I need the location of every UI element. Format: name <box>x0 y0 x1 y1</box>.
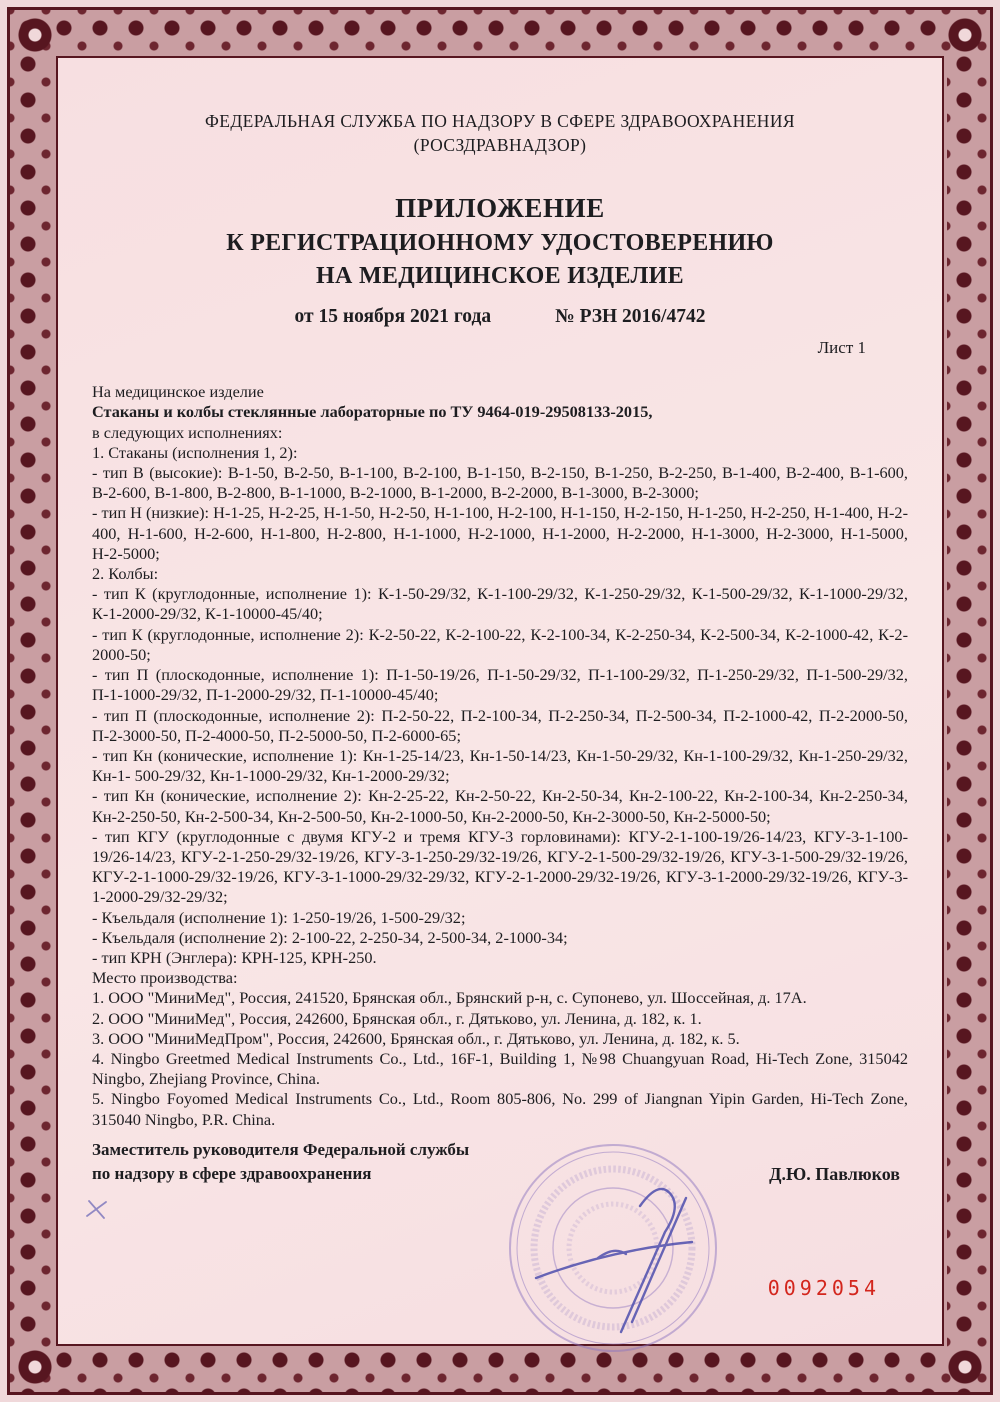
body-paragraph: Стаканы и колбы стеклянные лабораторные по ТУ 9464-019-29508133-2015, <box>92 402 653 422</box>
document-title <box>92 193 908 290</box>
signer-title-line-2: по надзору в сфере здравоохранения <box>92 1164 372 1184</box>
border-corner-medallion <box>12 12 58 58</box>
title-line-3: НА МЕДИЦИНСКОЕ ИЗДЕЛИЕ <box>316 263 684 290</box>
body-paragraph: На медицинское изделие <box>92 382 264 402</box>
body-paragraph: - тип К (круглодонные, исполнение 1): К-1-50-29/32, К-1-100-29/32, К-1-250-29/32, К-1-500-29/32, К-1-1000-29/32, К-1-2000-29/32, К-1-10000-45/40; <box>92 584 908 624</box>
body-paragraph: Место производства: <box>92 968 238 988</box>
body-paragraph: - тип В (высокие): В-1-50, В-2-50, В-1-100, В-2-100, В-1-150, В-2-150, В-1-250, В-2-250, В-1-400, В-2-400, В-1-600, В-2-600, В-1-800, В-2-800, В-1-1000, В-2-1000, В-1-2000, В-2-2000, В-1-3000, В-2-3000; <box>92 463 908 503</box>
body-paragraph: - тип КГУ (круглодонные с двумя КГУ-2 и тремя КГУ-3 горловинами): КГУ-2-1-100-19/26-14/23, КГУ-3-1-100-19/26-14/23, КГУ-2-1-250-29/32-19/26, КГУ-3-1-250-29/32-19/26, КГУ-2-1-500-29/32-19/26, КГУ-3-1-500-29/32-19/26, КГУ-2-1-1000-29/32-19/26, КГУ-3-1-1000-29/32-29/32, КГУ-2-1-2000-29/32-19/26, КГУ-3-1-2000-29/32-19/26, КГУ-3-1-2000-29/32-29/32; <box>92 826 908 907</box>
signature-block <box>92 1138 908 1187</box>
signer-title-line-1: Заместитель руководителя Федеральной службы <box>92 1139 470 1159</box>
serial-number: 0092054 <box>767 1276 880 1300</box>
body-text <box>92 382 908 1130</box>
body-paragraph: - тип Н (низкие): Н-1-25, Н-2-25, Н-1-50, Н-2-50, Н-1-100, Н-2-100, Н-1-150, Н-2-150, Н-1-250, Н-2-250, Н-1-400, Н-2-400, Н-1-600, Н-2-600, Н-1-800, Н-2-800, Н-1-1000, Н-2-1000, Н-1-2000, Н-2-2000, Н-1-3000, Н-2-3000, Н-1-5000, Н-2-5000; <box>92 503 908 563</box>
issue-date: от 15 ноября 2021 года <box>294 306 492 328</box>
issuer-abbreviation: (РОСЗДРАВНАДЗОР) <box>413 134 587 155</box>
border-corner-medallion <box>942 12 988 58</box>
body-paragraph: 4. Ningbo Greetmed Medical Instruments Co., Ltd., 16F-1, Building 1, №98 Chuangyuan Road, Hi-Tech Zone, 315042 Ningbo, Zhejiang Province, China. <box>92 1048 908 1089</box>
sheet-label: Лист 1 <box>817 338 866 358</box>
body-paragraph: в следующих исполнениях: <box>92 422 283 442</box>
body-paragraph: 2. ООО "МиниМед", Россия, 242600, Брянская обл., г. Дятьково, ул. Ленина, д. 182, к. 1. <box>92 1008 702 1028</box>
body-paragraph: - тип П (плоскодонные, исполнение 2): П-2-50-22, П-2-100-34, П-2-250-34, П-2-500-34, П-2-1000-42, П-2-2000-50, П-2-3000-50, П-2-4000-50, П-2-5000-50, П-2-6000-65; <box>92 705 908 745</box>
issuer-name: ФЕДЕРАЛЬНАЯ СЛУЖБА ПО НАДЗОРУ В СФЕРЕ ЗДРАВООХРАНЕНИЯ <box>205 111 795 131</box>
body-paragraph: 1. Стаканы (исполнения 1, 2): <box>92 442 298 462</box>
body-paragraph: 3. ООО "МиниМедПром", Россия, 242600, Брянская обл., г. Дятьково, ул. Ленина, д. 182, к. 5. <box>92 1028 740 1048</box>
body-paragraph: 5. Ningbo Foyomed Medical Instruments Co., Ltd., Room 805-806, No. 299 of Jiangnan Yipin Garden, Hi-Tech Zone, 315040 Ningbo, P.R. China. <box>92 1089 908 1129</box>
border-corner-medallion <box>942 1344 988 1390</box>
signer-title <box>92 1138 469 1187</box>
body-paragraph: - тип Кн (конические, исполнение 1): Кн-1-25-14/23, Кн-1-50-14/23, Кн-1-50-29/32, Кн-1-100-29/32, Кн-1-250-29/32, Кн-1- 500-29/32, Кн-1-1000-29/32, Кн-1-2000-29/32; <box>92 745 908 786</box>
body-paragraph: - Къельдаля (исполнение 2): 2-100-22, 2-250-34, 2-500-34, 2-1000-34; <box>92 927 568 947</box>
decorative-border <box>7 7 993 1395</box>
issuer-header <box>92 110 908 157</box>
title-line-2: К РЕГИСТРАЦИОННОМУ УДОСТОВЕРЕНИЮ <box>226 230 774 257</box>
title-line-1: ПРИЛОЖЕНИЕ <box>395 193 605 224</box>
registration-number: № РЗН 2016/4742 <box>555 306 706 328</box>
signer-name: Д.Ю. Павлюков <box>769 1164 900 1185</box>
body-paragraph: - тип КРН (Энглера): КРН-125, КРН-250. <box>92 947 377 967</box>
document-paper <box>56 56 944 1346</box>
border-corner-medallion <box>12 1344 58 1390</box>
body-paragraph: 2. Колбы: <box>92 564 159 584</box>
body-paragraph: - тип К (круглодонные, исполнение 2): К-2-50-22, К-2-100-22, К-2-100-34, К-2-250-34, К-2-500-34, К-2-1000-42, К-2-2000-50; <box>92 624 908 664</box>
body-paragraph: - Къельдаля (исполнение 1): 1-250-19/26, 1-500-29/32; <box>92 907 466 927</box>
body-paragraph: 1. ООО "МиниМед", Россия, 241520, Брянская обл., Брянский р-н, с. Супонево, ул. Шоссейная, д. 17А. <box>92 988 807 1008</box>
body-paragraph: - тип П (плоскодонные, исполнение 1): П-1-50-19/26, П-1-50-29/32, П-1-100-29/32, П-1-250-29/32, П-1-500-29/32, П-1-1000-29/32, П-1-2000-29/32, П-1-10000-45/40; <box>92 665 908 705</box>
body-paragraph: - тип Кн (конические, исполнение 2): Кн-2-25-22, Кн-2-50-22, Кн-2-50-34, Кн-2-100-22, Кн-2-100-34, Кн-2-250-34, Кн-2-250-50, Кн-2-500-34, Кн-2-500-50, Кн-2-1000-50, Кн-2-2000-50, Кн-2-3000-50, Кн-2-5000-50; <box>92 786 908 826</box>
date-number-row <box>92 306 908 328</box>
